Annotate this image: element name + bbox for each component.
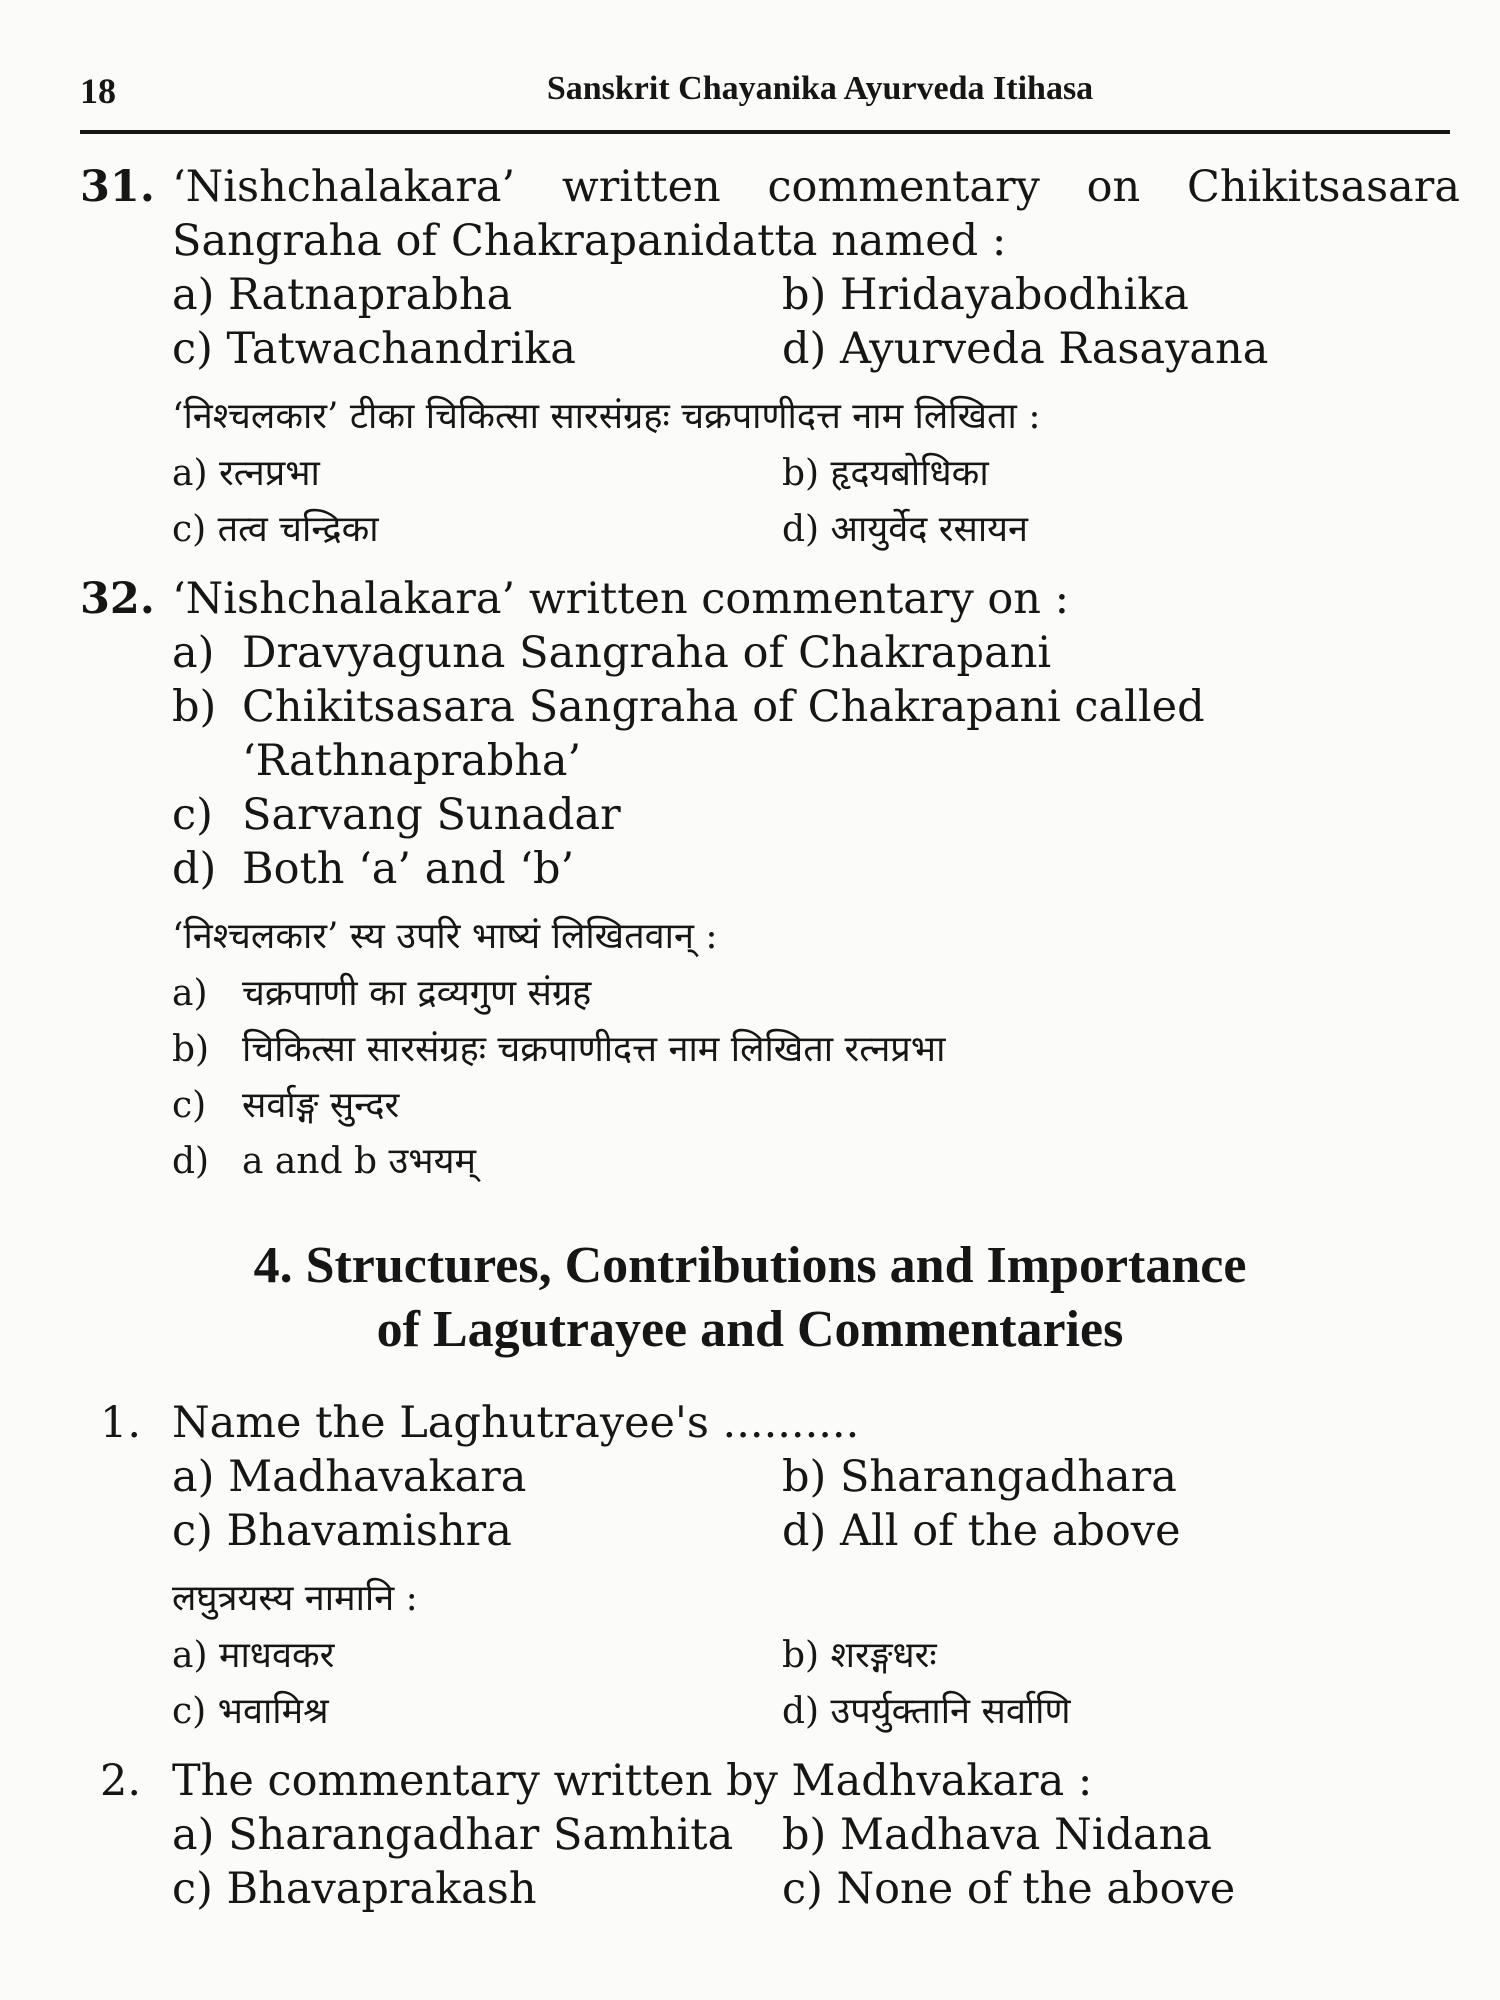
- question-32: [80, 572, 1460, 1190]
- option-b: b) Sharangadhara: [782, 1452, 1177, 1502]
- section-title-line-1: 4. Structures, Contributions and Importance: [253, 1237, 1247, 1294]
- option-grid: [172, 1808, 1480, 1916]
- section-question-2: [100, 1754, 1480, 1916]
- question-text: The commentary written by Madhvakara :: [172, 1756, 1093, 1806]
- page-content: [0, 160, 1500, 1916]
- option-label: a): [172, 973, 208, 1014]
- option-text: Sarvang Sunadar: [242, 790, 621, 840]
- option-text: सर्वाङ्ग सुन्दर: [242, 1085, 400, 1126]
- page-number: 18: [80, 71, 116, 111]
- option-label: c): [172, 1085, 207, 1126]
- option-list: [172, 626, 1460, 896]
- question-text: Name the Laghutrayee's ..........: [172, 1398, 860, 1448]
- hindi-option-b: b) हृदयबोधिका: [782, 453, 989, 494]
- hindi-option-c: c) भवामिश्र: [172, 1691, 329, 1732]
- option-d: d) All of the above: [782, 1506, 1181, 1556]
- option-d: d) Ayurveda Rasayana: [782, 324, 1269, 374]
- option-b: [172, 680, 1460, 788]
- hindi-option-list: [172, 966, 1460, 1190]
- option-b: b) Madhava Nidana: [782, 1810, 1212, 1860]
- option-d: c) None of the above: [782, 1864, 1236, 1914]
- hindi-option-d: d) उपर्युक्तानि सर्वाणि: [782, 1691, 1071, 1732]
- option-text: चक्रपाणी का द्रव्यगुण संग्रह: [242, 973, 592, 1014]
- option-label: d): [172, 1141, 210, 1182]
- option-label: b): [172, 682, 217, 732]
- option-d: [172, 842, 1460, 896]
- section-title-line-2: of Lagutrayee and Commentaries: [376, 1301, 1124, 1358]
- hindi-option-b: [172, 1022, 1460, 1078]
- option-c: c) Tatwachandrika: [172, 324, 576, 374]
- page-header: [80, 70, 1450, 134]
- option-text: Dravyaguna Sangraha of Chakrapani: [242, 628, 1052, 678]
- option-grid: [172, 268, 1460, 376]
- section-question-1: [100, 1396, 1480, 1740]
- hindi-option-c: [172, 1078, 1460, 1134]
- question-number: 2.: [100, 1756, 142, 1806]
- hindi-option-grid: [172, 446, 1460, 558]
- running-title: Sanskrit Chayanika Ayurveda Itihasa: [546, 70, 1094, 107]
- option-a: a) Ratnaprabha: [172, 270, 513, 320]
- hindi-option-a: [172, 966, 1460, 1022]
- hindi-option-c: c) तत्व चन्द्रिका: [172, 509, 379, 550]
- hindi-question-text: ‘निश्चलकार’ टीका चिकित्सा सारसंग्रहः चक्रपाणीदत्त नाम लिखिता :: [172, 396, 1041, 437]
- option-grid: [172, 1450, 1480, 1558]
- option-label: c): [172, 790, 213, 840]
- section-heading: [60, 1234, 1440, 1362]
- option-b: b) Hridayabodhika: [782, 270, 1189, 320]
- hindi-option-a: a) रत्नप्रभा: [172, 453, 320, 494]
- option-text: चिकित्सा सारसंग्रहः चक्रपाणीदत्त नाम लिखिता रत्नप्रभा: [242, 1029, 946, 1070]
- option-a: [172, 626, 1460, 680]
- question-text: ‘Nishchalakara’ written commentary on Chikitsasara Sangraha of Chakrapanidatta named :: [172, 162, 1460, 266]
- option-text: a and b उभयम्: [242, 1141, 476, 1182]
- question-text: ‘Nishchalakara’ written commentary on :: [172, 574, 1070, 624]
- option-text: Both ‘a’ and ‘b’: [242, 844, 575, 894]
- question-31: [80, 160, 1460, 558]
- option-a: a) Sharangadhar Samhita: [172, 1810, 734, 1860]
- hindi-option-b: b) शरङ्गधरः: [782, 1635, 937, 1676]
- hindi-option-a: a) माधवकर: [172, 1635, 335, 1676]
- option-label: d): [172, 844, 217, 894]
- question-number: 32.: [80, 574, 155, 624]
- hindi-option-d: [172, 1134, 1460, 1190]
- hindi-option-grid: [172, 1628, 1480, 1740]
- hindi-question-text: ‘निश्चलकार’ स्य उपरि भाष्यं लिखितवान् :: [172, 916, 718, 957]
- option-c: c) Bhavamishra: [172, 1506, 512, 1556]
- hindi-option-d: d) आयुर्वेद रसायन: [782, 509, 1029, 550]
- option-a: a) Madhavakara: [172, 1452, 527, 1502]
- option-label: b): [172, 1029, 210, 1070]
- option-c: [172, 788, 1460, 842]
- option-label: a): [172, 628, 215, 678]
- question-number: 1.: [100, 1398, 142, 1448]
- option-c: c) Bhavaprakash: [172, 1864, 537, 1914]
- question-number: 31.: [80, 162, 155, 212]
- option-text: Chikitsasara Sangraha of Chakrapani called ‘Rathnaprabha’: [242, 682, 1205, 786]
- hindi-question-text: लघुत्रयस्य नामानि :: [172, 1578, 418, 1619]
